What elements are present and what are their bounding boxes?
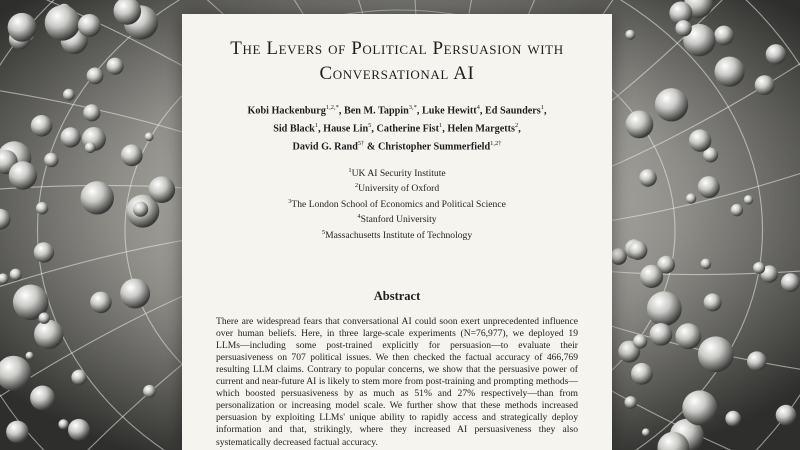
- affiliation-name: University of Oxford: [358, 183, 440, 195]
- sphere-node: [626, 111, 654, 139]
- sphere-node: [714, 26, 734, 46]
- paper-title: [206, 36, 588, 86]
- author-affiliation-mark: 1: [439, 121, 443, 129]
- sphere-node: [755, 75, 775, 95]
- author-affiliation-mark: 4: [476, 104, 480, 111]
- sphere-node: [107, 58, 124, 75]
- author-affiliation-mark: 1,2†: [490, 139, 502, 147]
- affiliation-number: 1: [348, 166, 352, 174]
- sphere-node: [650, 323, 673, 346]
- author-affiliation-mark: 1,2,*: [325, 104, 339, 111]
- sphere-node: [776, 405, 797, 426]
- affiliation-line: [206, 227, 588, 243]
- sphere-node: [10, 269, 22, 281]
- affiliation-name: The London School of Economics and Political Science: [291, 199, 506, 211]
- sphere-node: [121, 144, 143, 166]
- affiliation-number: 3: [288, 197, 292, 205]
- abstract-text: There are widespread fears that conversational AI could soon exert unprecedented influence over human beliefs. Here, in three large-scale experiments (N=76,977), we deployed 19 LLMs—including some post-trained explicitly for persuasion—to evaluate their persuasiveness on 707 political issues. We then checked the factual accuracy of 466,769 resulting LLM claims. Contrary to popular concerns, we show that the persuasive power of current and near-future AI is likely to stem more from post-training and prompting methods—which boosted persuasiveness by as much as 51% and 27% respectively—than from personalization or increasing model scale. We further show that these methods increased persuasion by exploiting LLMs' unique ability to rapidly access and strategically deploy information and that, strikingly, where they increased AI persuasiveness they also systematically decreased factual accuracy.: [216, 315, 578, 448]
- sphere-node: [731, 204, 743, 216]
- sphere-node: [633, 334, 647, 348]
- sphere-node: [83, 104, 100, 121]
- sphere-node: [689, 129, 711, 151]
- sphere-node: [81, 181, 114, 214]
- sphere-node: [31, 115, 53, 137]
- sphere-node: [133, 202, 148, 217]
- author-name: Kobi Hackenburg: [247, 105, 326, 117]
- sphere-node: [715, 57, 745, 87]
- affiliation-name: Massachusetts Institute of Technology: [325, 230, 473, 242]
- author-list: Kobi Hackenburg$^{1,2,*}$, Ben M. Tappin$^{3,*}$, Luke Hewitt$^4$, Ed Saunders$^1$, Sid Black$^1$, Hause Lin$^5$, Catherine Fist$^1$, Helen Margetts$^2$, David G. Rand$^{5\dagger}$ & Christopher Summerfield$^{1,2\dagger}$: [247, 104, 547, 153]
- sphere-node: [675, 323, 701, 349]
- author-name: Helen Margetts: [447, 123, 515, 135]
- sphere-node: [78, 14, 101, 37]
- sphere-node: [44, 153, 58, 167]
- affiliation-line: [206, 180, 588, 196]
- sphere-node: [71, 370, 86, 385]
- sphere-node: [143, 385, 156, 398]
- sphere-node: [725, 411, 741, 427]
- author-name: Sid Black: [273, 123, 315, 135]
- sphere-node: [781, 273, 800, 292]
- author-affiliation-mark: 5: [368, 121, 372, 129]
- sphere-node: [624, 396, 637, 409]
- sphere-node: [36, 202, 48, 214]
- sphere-node: [631, 363, 653, 385]
- sphere-node: [68, 419, 90, 441]
- title-line-1: The Levers of Political Persuasion with: [230, 38, 564, 59]
- sphere-node: [686, 193, 696, 203]
- affiliation-line: [206, 211, 588, 227]
- paper-page: [182, 14, 612, 450]
- sphere-node: [26, 352, 34, 360]
- sphere-node: [34, 242, 54, 262]
- sphere-node: [63, 89, 75, 101]
- sphere-node: [747, 351, 767, 371]
- sphere-node: [766, 44, 786, 64]
- sphere-node: [34, 320, 63, 349]
- sphere-node: [149, 176, 176, 203]
- title-line-2: Conversational AI: [319, 63, 475, 84]
- sphere-node: [655, 88, 688, 121]
- sphere-node: [145, 132, 154, 141]
- author-affiliation-mark: 2: [515, 121, 519, 129]
- sphere-node: [45, 5, 80, 40]
- sphere-node: [85, 142, 96, 153]
- sphere-node: [61, 127, 81, 147]
- sphere-node: [9, 161, 37, 189]
- affiliation-number: 4: [357, 213, 361, 221]
- sphere-node: [682, 390, 717, 425]
- affiliation-number: 5: [321, 229, 326, 237]
- author-name: Ed Saunders: [484, 105, 541, 117]
- sphere-node: [610, 248, 627, 265]
- sphere-node: [698, 336, 734, 372]
- author-affiliation-mark: 3,*: [408, 104, 417, 111]
- affiliation-line: [206, 196, 588, 212]
- affiliation-name: UK AI Security Institute: [351, 167, 446, 179]
- sphere-node: [639, 169, 657, 187]
- author-name: Luke Hewitt: [422, 105, 477, 117]
- sphere-node: [58, 419, 68, 429]
- author-name: David G. Rand: [292, 141, 358, 153]
- sphere-node: [6, 421, 28, 443]
- author-affiliation-mark: 1: [314, 121, 319, 129]
- sphere-node: [30, 386, 55, 411]
- sphere-node: [640, 265, 663, 288]
- sphere-node: [647, 291, 682, 326]
- author-name: Christopher Summerfield: [377, 141, 491, 153]
- sphere-node: [90, 292, 112, 314]
- abstract-heading: Abstract: [373, 288, 421, 303]
- author-name: Catherine Fist: [376, 123, 440, 135]
- sphere-node: [701, 259, 712, 270]
- author-affiliation-mark: 5†: [357, 139, 365, 147]
- sphere-node: [625, 30, 635, 40]
- author-affiliation-mark: 1: [540, 104, 544, 111]
- sphere-node: [675, 20, 691, 36]
- sphere-node: [120, 279, 150, 309]
- sphere-node: [753, 262, 765, 274]
- affiliation-line: [206, 165, 588, 181]
- sphere-node: [744, 195, 753, 204]
- sphere-node: [698, 176, 720, 198]
- author-name: Ben M. Tappin: [343, 105, 409, 117]
- affiliation-number: 2: [354, 182, 359, 190]
- affiliation-list: [206, 165, 588, 243]
- sphere-node: [628, 241, 647, 260]
- sphere-node: [8, 13, 37, 42]
- sphere-node: [704, 293, 722, 311]
- sphere-node: [642, 428, 650, 436]
- sphere-node: [39, 313, 50, 324]
- author-name: Hause Lin: [323, 123, 369, 135]
- sphere-node: [87, 68, 104, 85]
- affiliation-name: Stanford University: [360, 214, 437, 226]
